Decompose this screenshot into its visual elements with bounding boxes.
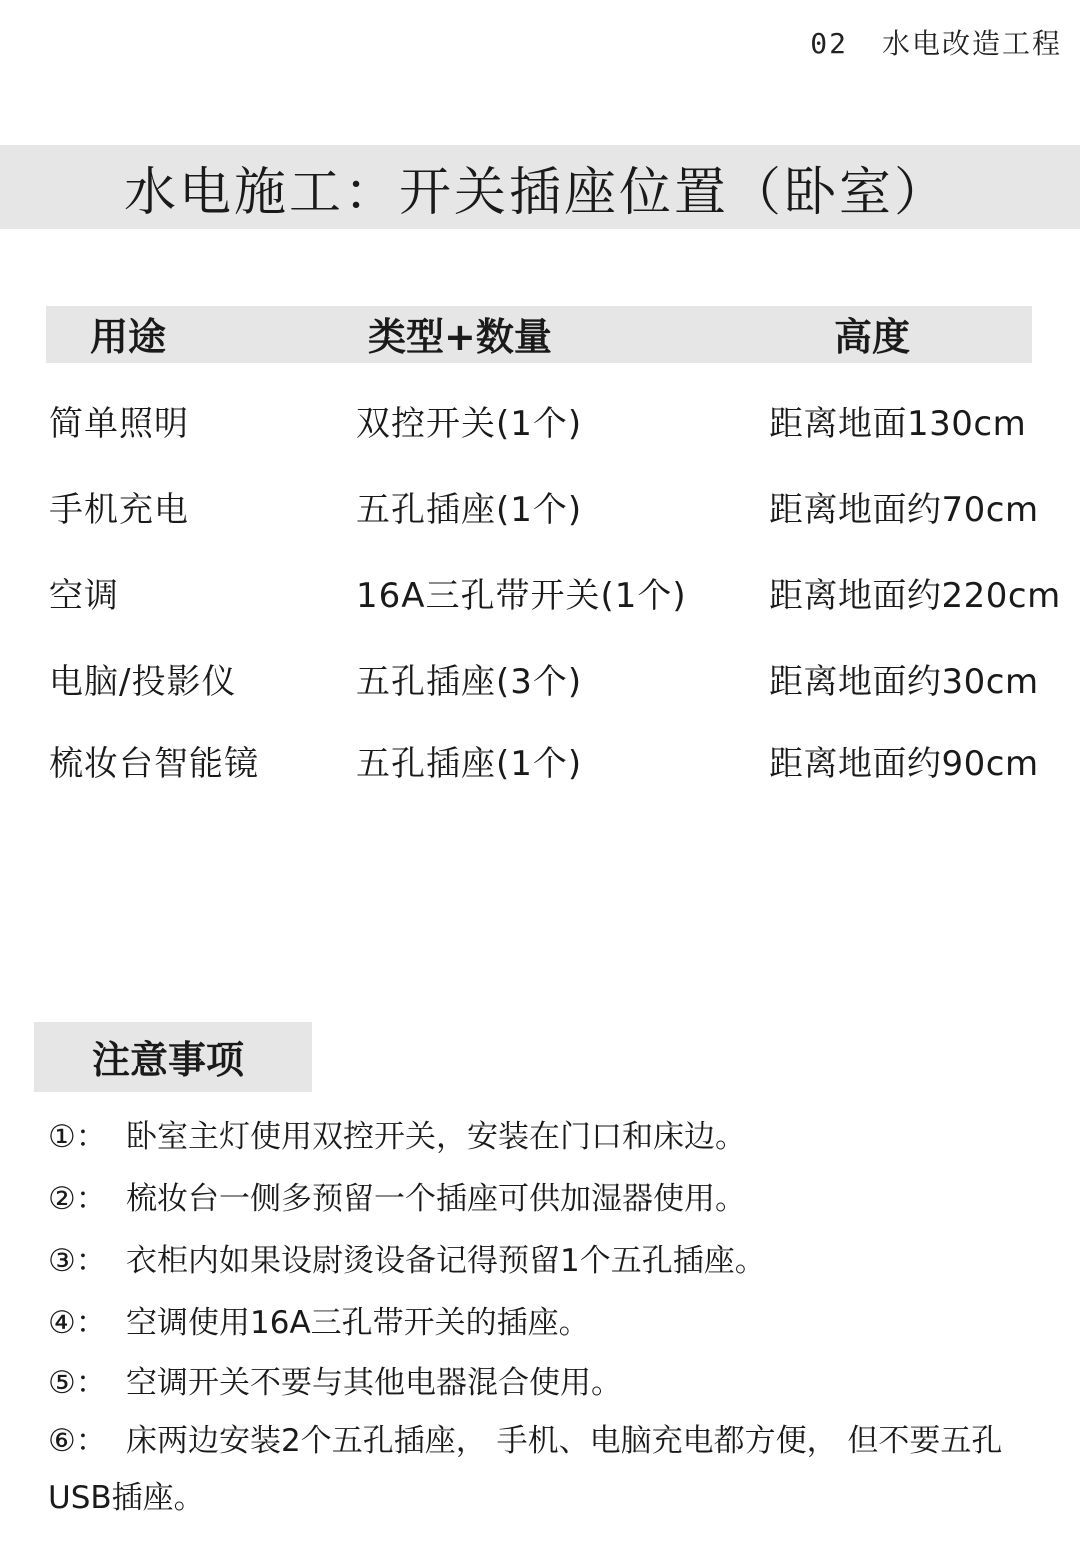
- table-row: [0, 566, 1080, 626]
- cell-use: 简单照明: [49, 404, 189, 444]
- note-marker: ③：: [48, 1243, 107, 1279]
- note-marker: ②：: [48, 1181, 107, 1217]
- cell-use: 空调: [49, 576, 119, 616]
- column-header-height: 高度: [834, 315, 911, 359]
- title-band: [0, 145, 1080, 229]
- notes-heading-band: [34, 1022, 312, 1092]
- note-item: [48, 1232, 1028, 1290]
- note-text: 梳妆台一侧多预留一个插座可供加湿器使用。: [126, 1181, 746, 1217]
- note-text: 空调使用16A三孔带开关的插座。: [126, 1305, 590, 1341]
- table-row: [0, 480, 1080, 540]
- cell-height: 距离地面约90cm: [769, 744, 1039, 784]
- note-text: 床两边安装2个五孔插座， 手机、电脑充电都方便， 但不要五孔USB插座。: [48, 1423, 1003, 1516]
- note-text: 卧室主灯使用双控开关，安装在门口和床边。: [126, 1119, 746, 1155]
- table-row: [0, 734, 1080, 794]
- section-title: 水电改造工程: [881, 27, 1062, 60]
- note-marker: ⑥：: [48, 1423, 107, 1459]
- note-item: [48, 1108, 1028, 1166]
- page-header: [810, 22, 1062, 62]
- cell-height: 距离地面约70cm: [769, 490, 1039, 530]
- table-row: [0, 394, 1080, 454]
- cell-use: 手机充电: [49, 490, 189, 530]
- cell-type: 16A三孔带开关(1个): [356, 576, 687, 616]
- table-header: [46, 306, 1032, 363]
- cell-type: 五孔插座(1个): [356, 744, 583, 784]
- note-marker: ①：: [48, 1119, 107, 1155]
- cell-height: 距离地面约220cm: [769, 576, 1061, 616]
- cell-type: 五孔插座(3个): [356, 662, 583, 702]
- column-header-type-quantity: 类型+数量: [368, 315, 552, 359]
- page-number: 02: [810, 27, 848, 60]
- note-item: [48, 1413, 1028, 1527]
- note-marker: ⑤：: [48, 1365, 107, 1401]
- column-header-use: 用途: [90, 315, 167, 359]
- note-item: [48, 1294, 1028, 1352]
- page-title: 水电施工：开关插座位置（卧室）: [124, 163, 950, 223]
- cell-height: 距离地面130cm: [769, 404, 1027, 444]
- cell-use: 梳妆台智能镜: [49, 744, 259, 784]
- cell-type: 五孔插座(1个): [356, 490, 583, 530]
- note-item: [48, 1354, 1028, 1412]
- cell-height: 距离地面约30cm: [769, 662, 1039, 702]
- table-row: [0, 652, 1080, 712]
- note-text: 衣柜内如果设尉烫设备记得预留1个五孔插座。: [126, 1243, 766, 1279]
- note-item: [48, 1170, 1028, 1228]
- note-marker: ④：: [48, 1305, 107, 1341]
- cell-use: 电脑/投影仪: [49, 662, 237, 702]
- notes-heading: 注意事项: [92, 1038, 245, 1082]
- note-text: 空调开关不要与其他电器混合使用。: [126, 1365, 622, 1401]
- cell-type: 双控开关(1个): [356, 404, 583, 444]
